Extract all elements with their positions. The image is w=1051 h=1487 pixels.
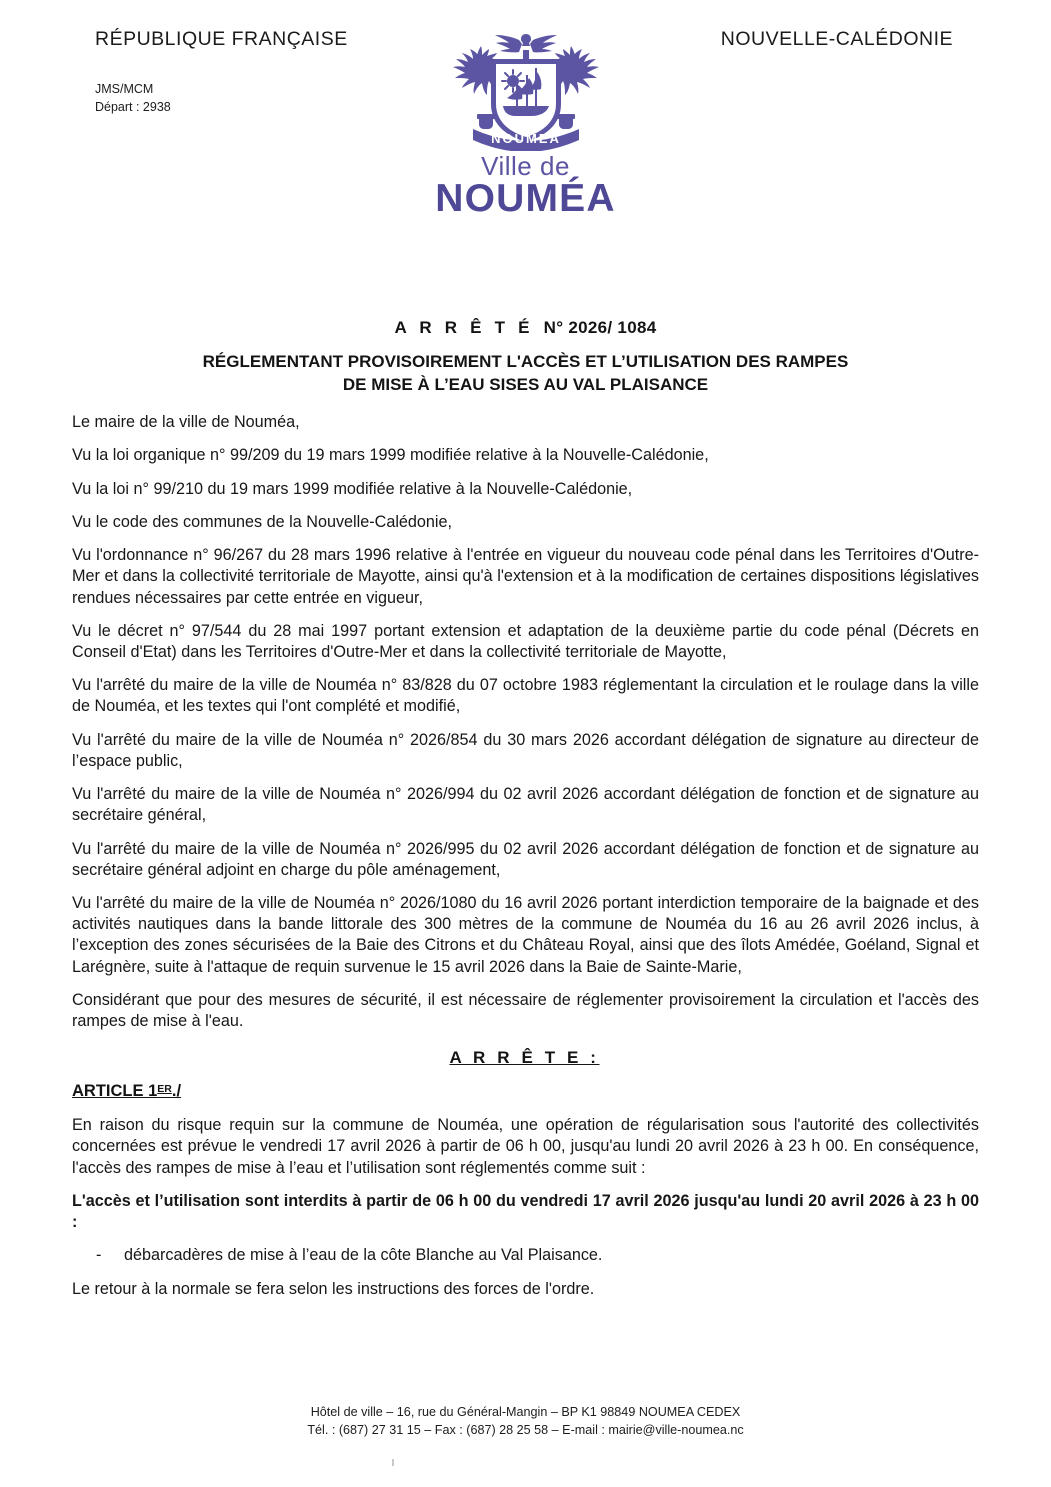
- visa-item: Vu l'arrêté du maire de la ville de Nouméa n° 2026/995 du 02 avril 2026 accordant délégation de fonction et de signature au secrétaire général adjoint en charge du pôle aménagement,: [72, 839, 979, 879]
- list-dash-marker: -: [96, 1246, 102, 1265]
- visa-item: Vu l'ordonnance n° 96/267 du 28 mars 1996 relative à l'entrée en vigueur du nouveau code pénal dans les Territoires d'Outre-Mer et dans la collectivité territoriale de Mayotte, ainsi qu'à l'extension et à la modification de certaines dispositions législatives rendues nécessaires par cette entrée en vigueur,: [72, 546, 979, 607]
- visa-item: Vu le code des communes de la Nouvelle-Calédonie,: [72, 512, 453, 531]
- visa-item: Vu l'arrêté du maire de la ville de Nouméa n° 2026/1080 du 16 avril 2026 portant interdiction temporaire de la baignade et des activités nautiques dans la bande littorale des 300 mètres de la commune de Nouméa du 16 au 26 avril 2026 inclus, à l’exception des zones sécurisées de la Baie des Citrons et du Château Royal, ainsi que des îlots Amédée, Goéland, Signal et Larégnère, suite à l'attaque de requin survenue le 15 avril 2026 dans la Baie de Sainte-Marie,: [72, 893, 979, 976]
- footer-address: Hôtel de ville – 16, rue du Général-Mangin – BP K1 98849 NOUMEA CEDEX: [310, 1404, 741, 1419]
- reference-block: [95, 81, 425, 117]
- territory-label: NOUVELLE-CALÉDONIE: [720, 28, 953, 50]
- reference-initials: JMS/MCM: [95, 82, 154, 96]
- subtitle-line-1: RÉGLEMENTANT PROVISOIREMENT L'ACCÈS ET L’UTILISATION DES RAMPES: [202, 352, 849, 371]
- visa-item: Vu l'arrêté du maire de la ville de Nouméa n° 2026/854 du 30 mars 2026 accordant délégation de signature au directeur de l’espace public,: [72, 730, 979, 770]
- closing-paragraph: Le retour à la normale se fera selon les instructions des forces de l'ordre.: [72, 1279, 595, 1298]
- arrete-word: A R R Ê T É: [394, 318, 534, 337]
- page-footer: [0, 1403, 1051, 1440]
- visa-item: Vu la loi organique n° 99/209 du 19 mars 1999 modifiée relative à la Nouvelle-Calédonie,: [72, 446, 709, 465]
- list-item-label: débarcadères de mise à l’eau de la côte Blanche au Val Plaisance.: [124, 1246, 603, 1265]
- article-1-suffix: ./: [171, 1082, 182, 1101]
- article-1-heading: [72, 1082, 979, 1101]
- interdiction-paragraph: L'accès et l’utilisation sont interdits à partir de 06 h 00 du vendredi 17 avril 2026 jusqu'au lundi 20 avril 2026 à 23 h 00 :: [72, 1191, 979, 1232]
- reference-depart: Départ : 2938: [95, 99, 171, 114]
- scan-artifact: [392, 1459, 394, 1466]
- logo-noumea-label: NOUMÉA: [435, 177, 616, 220]
- article-1-text: En raison du risque requin sur la commune de Nouméa, une opération de régularisation sous l'autorité des collectivités concernées est prévue le vendredi 17 avril 2026 à partir de 06 h 00, jusqu'au lundi 20 avril 2026 à 23 h 00. En conséquence, l'accès des rampes de mise à l’eau et l’utilisation sont réglementés comme suit :: [72, 1116, 979, 1177]
- footer-contact: Tél. : (687) 27 31 15 – Fax : (687) 28 25 58 – E-mail : mairie@ville-noumea.nc: [307, 1422, 744, 1437]
- arrete-number: N° 2026/ 1084: [543, 318, 657, 337]
- letterhead: [0, 0, 1051, 240]
- decides-label: A R R Ê T E :: [449, 1048, 600, 1068]
- page-subtitle: [74, 351, 977, 396]
- article-1-label: ARTICLE 1: [72, 1082, 158, 1101]
- list-item: [96, 1245, 979, 1266]
- visa-item: Vu le décret n° 97/544 du 28 mai 1997 portant extension et adaptation de la deuxième partie du code pénal (Décrets en Conseil d'Etat) dans les Territoires d'Outre-Mer et dans la collectivité territoriale de Mayotte,: [72, 621, 979, 661]
- considerant-paragraph: Considérant que pour des mesures de sécurité, il est nécessaire de réglementer provisoirement la circulation et l'accès des rampes de mise à l'eau.: [72, 990, 979, 1031]
- article-1-ordinal: ER: [157, 1083, 172, 1096]
- document-body: [72, 396, 979, 1300]
- visa-item: Vu la loi n° 99/210 du 19 mars 1999 modifiée relative à la Nouvelle-Calédonie,: [72, 479, 633, 498]
- republic-label: RÉPUBLIQUE FRANÇAISE: [95, 28, 348, 50]
- visa-item: Vu l'arrêté du maire de la ville de Nouméa n° 83/828 du 07 octobre 1983 réglementant la circulation et le roulage dans la ville de Nouméa, et les textes qui l'ont complété et modifié,: [72, 676, 979, 716]
- letterhead-left: [95, 28, 425, 117]
- ville-de-noumea-logo: [421, 26, 631, 219]
- crest-banner-text: NOUMEA: [490, 131, 561, 146]
- restricted-locations-list: [72, 1245, 979, 1266]
- noumea-coat-of-arms-icon: [445, 26, 607, 151]
- logo-ville-label: Ville de: [481, 151, 570, 181]
- opening-line: Le maire de la ville de Nouméa,: [72, 413, 300, 432]
- visa-item: Vu l'arrêté du maire de la ville de Nouméa n° 2026/994 du 02 avril 2026 accordant délégation de fonction et de signature au secrétaire général,: [72, 785, 979, 825]
- page-title: [0, 318, 1051, 338]
- subtitle-line-2: DE MISE À L’EAU SISES AU VAL PLAISANCE: [342, 374, 709, 394]
- decides-heading: [72, 1048, 979, 1068]
